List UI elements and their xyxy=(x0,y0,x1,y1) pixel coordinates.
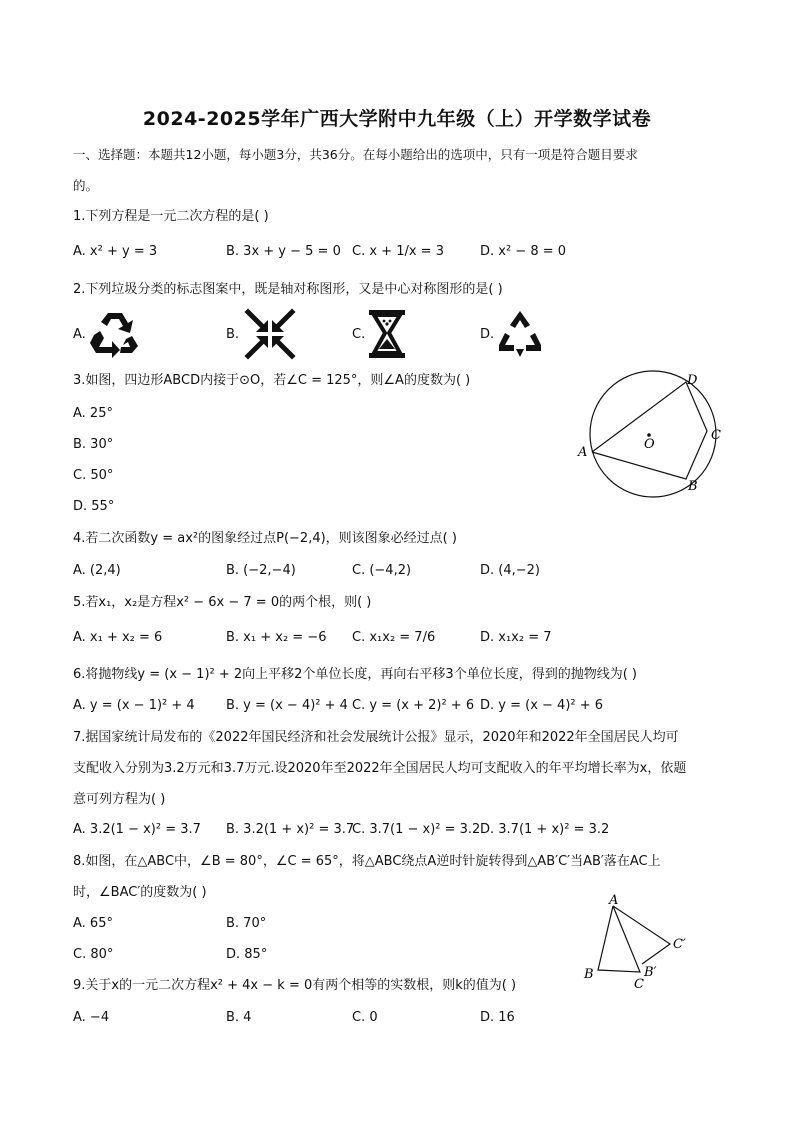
q3-option-b: B. 30° xyxy=(73,437,114,452)
question-8-line2: 时，∠BAC′的度数为( ) xyxy=(73,885,207,900)
circle-quadrilateral-figure xyxy=(574,368,734,500)
figure-label-o: O xyxy=(644,437,655,452)
q1-option-d: D. x² − 8 = 0 xyxy=(480,244,567,259)
q1-option-c: C. x + 1/x = 3 xyxy=(352,244,444,259)
q6-option-b: B. y = (x − 4)² + 4 xyxy=(226,698,348,713)
figure-label-a: A xyxy=(578,445,588,460)
q9-option-d: D. 16 xyxy=(480,1010,515,1025)
q9-option-c: C. 0 xyxy=(352,1010,378,1025)
q8-option-c: C. 80° xyxy=(73,947,114,962)
question-5-stem: 5.若x₁，x₂是方程x² − 6x − 7 = 0的两个根，则( ) xyxy=(73,595,372,610)
q3-option-c: C. 50° xyxy=(73,468,114,483)
q2-option-b-label: B. xyxy=(226,327,240,342)
figure-label-c: C xyxy=(711,428,721,443)
q2-option-d-label: D. xyxy=(480,327,495,342)
q7-option-c: C. 3.7(1 − x)² = 3.2 xyxy=(352,822,481,837)
q4-option-a: A. (2,4) xyxy=(73,563,121,578)
q7-option-d: D. 3.7(1 + x)² = 3.2 xyxy=(480,822,610,837)
question-6-stem: 6.将抛物线y = (x − 1)² + 2向上平移2个单位长度，再向右平移3个单位长度，得到的抛物线为( ) xyxy=(73,667,637,682)
figure-label-c-prime: C′ xyxy=(673,937,686,952)
q6-option-a: A. y = (x − 1)² + 4 xyxy=(73,698,195,713)
figure-label-d: D xyxy=(687,373,698,388)
question-4-stem: 4.若二次函数y = ax²的图象经过点P(−2,4)，则该图象必经过点( ) xyxy=(73,531,457,546)
q1-option-b: B. 3x + y − 5 = 0 xyxy=(226,244,341,259)
q5-option-b: B. x₁ + x₂ = −6 xyxy=(226,630,327,645)
figure-label-b: B xyxy=(688,479,698,494)
question-7-line1: 7.据国家统计局发布的《2022年国民经济和社会发展统计公报》显示，2020年和2022年全国居民人均可 xyxy=(73,730,679,745)
broken-triangle-recycle-icon xyxy=(497,309,543,359)
section-instructions-line2: 的。 xyxy=(73,178,99,193)
q5-option-d: D. x₁x₂ = 7 xyxy=(480,630,552,645)
q7-option-b: B. 3.2(1 + x)² = 3.7 xyxy=(226,822,355,837)
q4-option-b: B. (−2,−4) xyxy=(226,563,296,578)
figure-label-b-prime: B′ xyxy=(644,965,657,980)
question-2-stem: 2.下列垃圾分类的标志图案中，既是轴对称图形，又是中心对称图形的是( ) xyxy=(73,282,503,297)
q1-option-a: A. x² + y = 3 xyxy=(73,244,158,259)
question-7-line3: 意可列方程为( ) xyxy=(73,792,166,807)
figure-label-c: C xyxy=(634,977,644,992)
rotated-triangle-figure xyxy=(578,892,698,992)
q8-option-d: D. 85° xyxy=(226,947,268,962)
question-9-stem: 9.关于x的一元二次方程x² + 4x − k = 0有两个相等的实数根，则k的值为( ) xyxy=(73,978,517,993)
section-instructions-line1: 一、选择题：本题共12小题，每小题3分，共36分。在每小题给出的选项中，只有一项是符合题目要求 xyxy=(73,147,638,162)
q2-option-a-label: A. xyxy=(73,327,86,342)
figure-label-b: B xyxy=(584,967,594,982)
four-arrows-x-icon xyxy=(244,308,296,360)
hourglass-icon xyxy=(367,308,407,360)
q8-option-b: B. 70° xyxy=(226,916,267,931)
q4-option-d: D. (4,−2) xyxy=(480,563,540,578)
q3-option-a: A. 25° xyxy=(73,406,113,421)
q9-option-a: A. −4 xyxy=(73,1010,110,1025)
q7-option-a: A. 3.2(1 − x)² = 3.7 xyxy=(73,822,201,837)
q4-option-c: C. (−4,2) xyxy=(352,563,412,578)
question-3-stem: 3.如图，四边形ABCD内接于⊙O，若∠C = 125°，则∠A的度数为( ) xyxy=(73,373,471,388)
q6-option-c: C. y = (x + 2)² + 6 xyxy=(352,698,475,713)
page-title: 2024-2025学年广西大学附中九年级（上）开学数学试卷 xyxy=(142,108,652,130)
figure-label-a: A xyxy=(609,893,619,908)
question-1-stem: 1.下列方程是一元二次方程的是( ) xyxy=(73,209,269,224)
recycle-arrows-icon xyxy=(88,309,142,359)
q5-option-c: C. x₁x₂ = 7/6 xyxy=(352,630,436,645)
q8-option-a: A. 65° xyxy=(73,916,113,931)
question-8-line1: 8.如图，在△ABC中，∠B = 80°，∠C = 65°，将△ABC绕点A逆时针旋转得到△AB′C′当AB′落在AC上 xyxy=(73,854,661,869)
q9-option-b: B. 4 xyxy=(226,1010,252,1025)
q3-option-d: D. 55° xyxy=(73,499,115,514)
q2-option-c-label: C. xyxy=(352,327,366,342)
q5-option-a: A. x₁ + x₂ = 6 xyxy=(73,630,163,645)
q6-option-d: D. y = (x − 4)² + 6 xyxy=(480,698,604,713)
question-7-line2: 支配收入分别为3.2万元和3.7万元.设2020年至2022年全国居民人均可支配收入的年平均增长率为x，依题 xyxy=(73,761,687,776)
